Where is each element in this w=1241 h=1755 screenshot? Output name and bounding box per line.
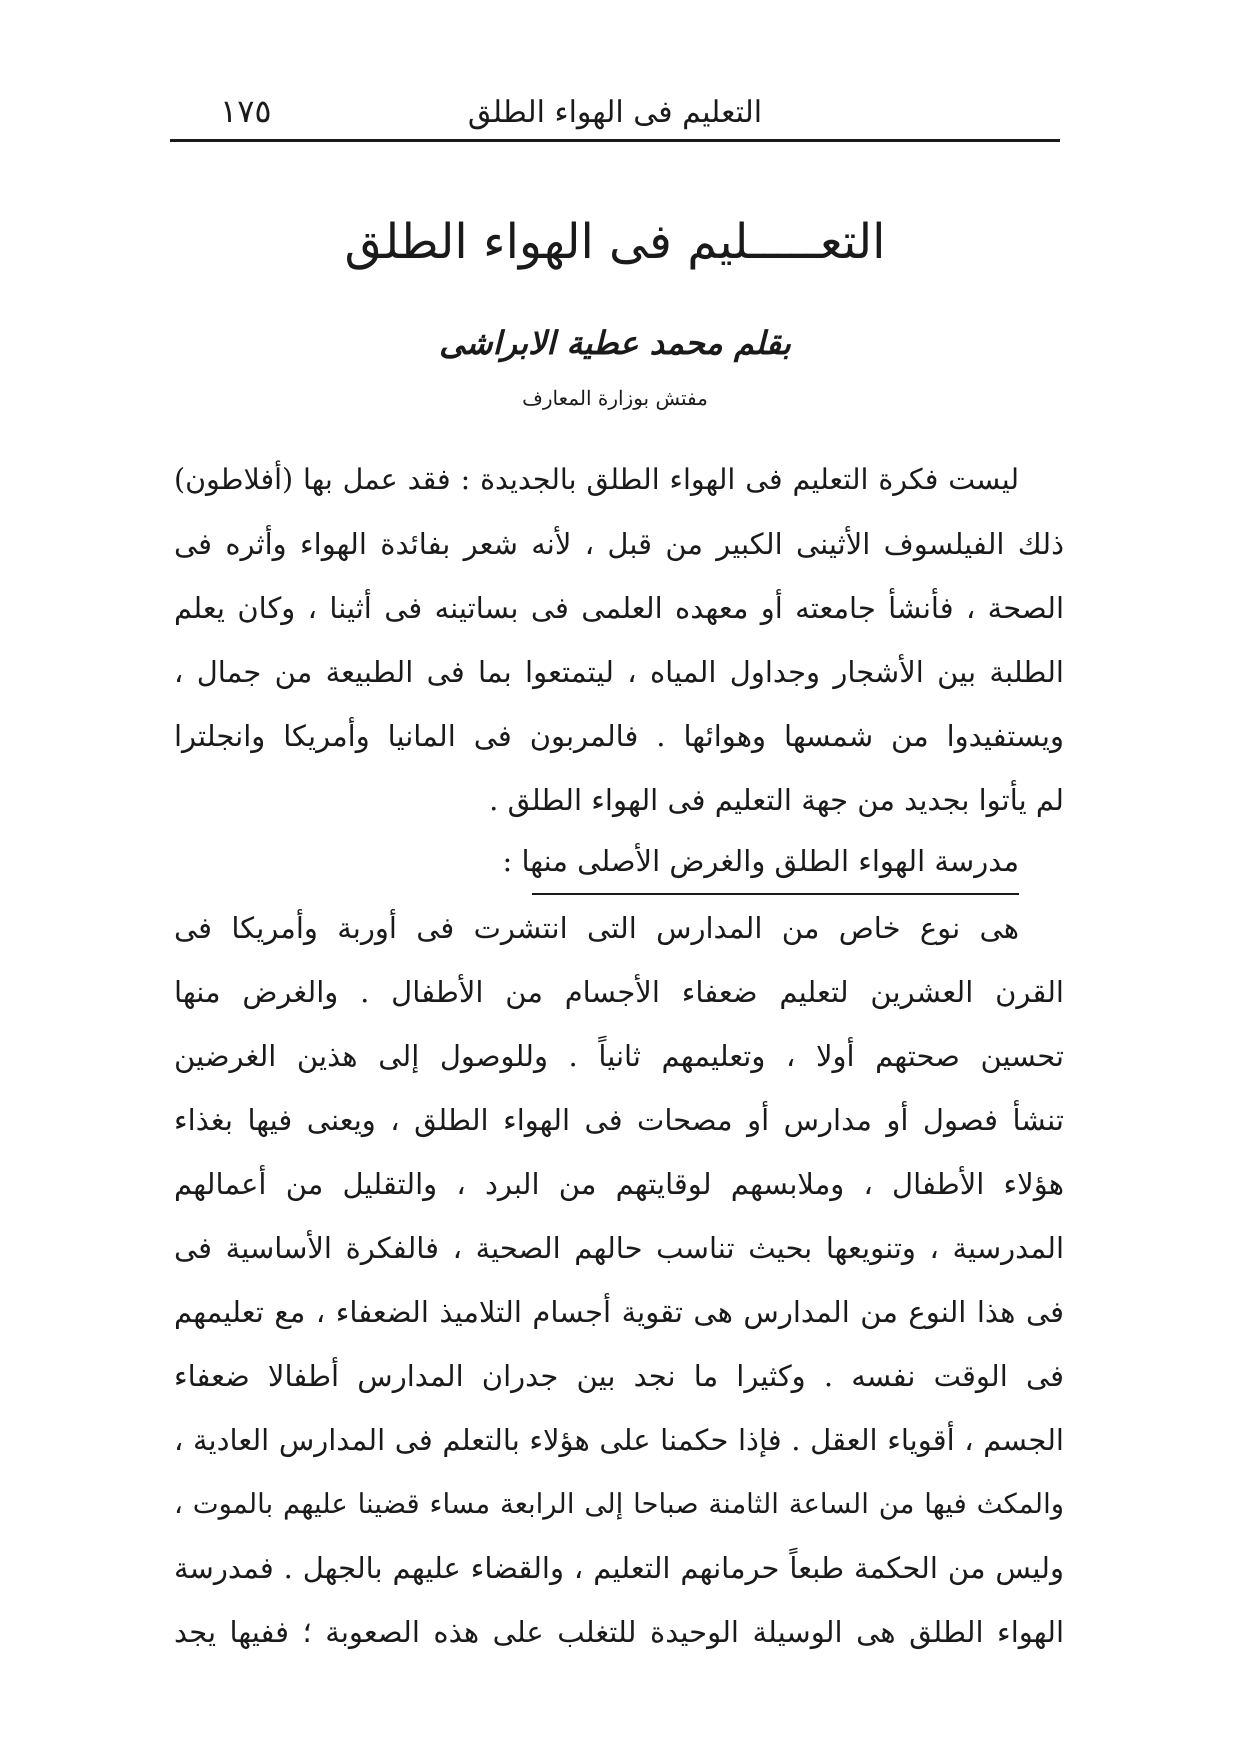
text-line: الهواء الطلق هى الوسيلة الوحيدة للتغلب على هذه الصعوبة ؛ ففيها يجد bbox=[174, 1615, 1064, 1649]
text-line: المدرسية ، وتنويعها بحيث تناسب حالهم الصحية ، فالفكرة الأساسية فى bbox=[174, 1231, 1064, 1265]
text-line: والمكث فيها من الساعة الثامنة صباحا إلى الرابعة مساء قضينا عليهم بالموت ، bbox=[174, 1488, 1064, 1520]
text-line: الصحة ، فأنشأ جامعته أو معهده العلمى فى بساتينه فى أثينا ، وكان يعلم bbox=[174, 591, 1064, 625]
paragraph-2 bbox=[174, 896, 1064, 1664]
text-line: لم يأتوا بجديد من جهة التعليم فى الهواء الطلق . bbox=[489, 783, 1064, 817]
text-line: فى هذا النوع من المدارس هى تقوية أجسام التلاميذ الضعفاء ، مع تعليمهم bbox=[174, 1295, 1064, 1329]
header-rule bbox=[170, 139, 1060, 142]
paragraph-1 bbox=[174, 448, 1064, 832]
text-line: هى نوع خاص من المدارس التى انتشرت فى أوربة وأمريكا فى bbox=[174, 911, 1019, 945]
text-line: فى الوقت نفسه . وكثيرا ما نجد بين جدران المدارس أطفالا ضعفاء bbox=[174, 1359, 1064, 1393]
text-line: الجسم ، أقوياء العقل . فإذا حكمنا على هؤلاء بالتعلم فى المدارس العادية ، bbox=[174, 1423, 1064, 1457]
text-line: القرن العشرين لتعليم ضعفاء الأجسام من الأطفال . والغرض منها bbox=[174, 975, 1064, 1009]
running-title: التعليم فى الهواء الطلق bbox=[467, 95, 763, 130]
section-subheading bbox=[174, 832, 1064, 896]
text-line: تنشأ فصول أو مدارس أو مصحات فى الهواء الطلق ، ويعنى فيها بغذاء bbox=[174, 1103, 1064, 1137]
text-line: ذلك الفيلسوف الأثينى الكبير من قبل ، لأنه شعر بفائدة الهواء وأثره فى bbox=[174, 527, 1064, 561]
author-affiliation: مفتش بوزارة المعارف bbox=[522, 386, 708, 410]
article-title: التعـــــليم فى الهواء الطلق bbox=[344, 214, 886, 270]
text-line: تحسين صحتهم أولا ، وتعليمهم ثانياً . وللوصول إلى هذين الغرضين bbox=[174, 1039, 1064, 1073]
text-line: ويستفيدوا من شمسها وهوائها . فالمربون فى المانيا وأمريكا وانجلترا bbox=[174, 719, 1064, 753]
subheading-underline bbox=[532, 893, 1019, 895]
text-line: هؤلاء الأطفال ، وملابسهم لوقايتهم من البرد ، والتقليل من أعمالهم bbox=[174, 1167, 1064, 1201]
text-line: ليست فكرة التعليم فى الهواء الطلق بالجديدة : فقد عمل بها (أفلاطون) bbox=[174, 463, 1019, 496]
author-byline: بقلم محمد عطية الابراشى bbox=[439, 324, 791, 362]
running-header bbox=[175, 78, 1055, 138]
page-number: ١٧٥ bbox=[220, 92, 272, 130]
subheading-text: مدرسة الهواء الطلق والغرض الأصلى منها : bbox=[502, 844, 1019, 878]
text-line: وليس من الحكمة طبعاً حرمانهم التعليم ، والقضاء عليهم بالجهل . فمدرسة bbox=[174, 1551, 1064, 1585]
text-line: الطلبة بين الأشجار وجداول المياه ، ليتمتعوا بما فى الطبيعة من جمال ، bbox=[174, 655, 1064, 689]
body-text bbox=[174, 448, 1064, 1664]
